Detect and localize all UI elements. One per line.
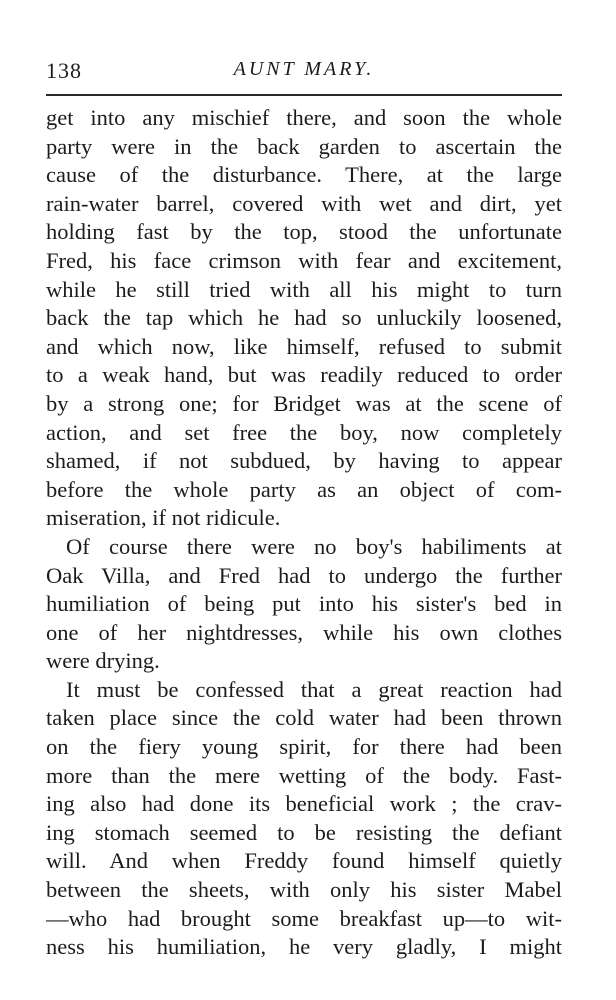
- text-line: on the fiery young spirit, for there had been: [46, 734, 562, 760]
- text-line: before the whole party as an object of com-: [46, 476, 562, 502]
- text-line: humiliation of being put into his sister's bed in: [46, 591, 562, 617]
- text-line: one of her nightdresses, while his own clothes: [46, 619, 562, 645]
- text-line: Fred, his face crimson with fear and excitement,: [46, 247, 562, 273]
- paragraph-end-line: miseration, if not ridicule.: [46, 505, 281, 531]
- paragraph-end-line: were drying.: [46, 648, 160, 674]
- text-line: more than the mere wetting of the body. Fast-: [46, 762, 562, 788]
- text-line: ness his humiliation, he very gladly, I might: [46, 934, 562, 960]
- paragraph-first-line: Of course there were no boy's habiliments at: [66, 533, 562, 559]
- text-line: —who had brought some breakfast up—to wit-: [46, 905, 562, 931]
- running-title: AUNT MARY.: [233, 58, 375, 80]
- text-line: ing stomach seemed to be resisting the defiant: [46, 819, 562, 845]
- body-text: [46, 104, 562, 962]
- text-line: by a strong one; for Bridget was at the scene of: [46, 390, 562, 416]
- text-line: holding fast by the top, stood the unfortunate: [46, 219, 562, 245]
- text-line: action, and set free the boy, now completely: [46, 419, 562, 445]
- text-line: while he still tried with all his might to turn: [46, 276, 562, 302]
- text-line: back the tap which he had so unluckily loosened,: [46, 305, 562, 331]
- text-line: will. And when Freddy found himself quietly: [46, 848, 562, 874]
- paragraph-first-line: It must be confessed that a great reaction had: [66, 676, 562, 702]
- text-line: ing also had done its beneficial work ; the crav-: [46, 791, 562, 817]
- header-rule: [46, 94, 562, 96]
- text-line: rain-water barrel, covered with wet and dirt, yet: [46, 190, 562, 216]
- text-line: get into any mischief there, and soon the whole: [46, 105, 562, 130]
- text-line: party were in the back garden to ascertain the: [46, 133, 562, 159]
- text-line: cause of the disturbance. There, at the large: [46, 162, 562, 188]
- text-line: to a weak hand, but was readily reduced to order: [46, 362, 562, 388]
- text-line: taken place since the cold water had been thrown: [46, 705, 562, 731]
- text-line: Oak Villa, and Fred had to undergo the further: [46, 562, 562, 588]
- page-number: 138: [46, 58, 82, 83]
- text-line: between the sheets, with only his sister Mabel: [46, 877, 562, 903]
- text-line: shamed, if not subdued, by having to appear: [46, 448, 562, 474]
- running-head: [46, 58, 562, 88]
- text-line: and which now, like himself, refused to submit: [46, 333, 562, 359]
